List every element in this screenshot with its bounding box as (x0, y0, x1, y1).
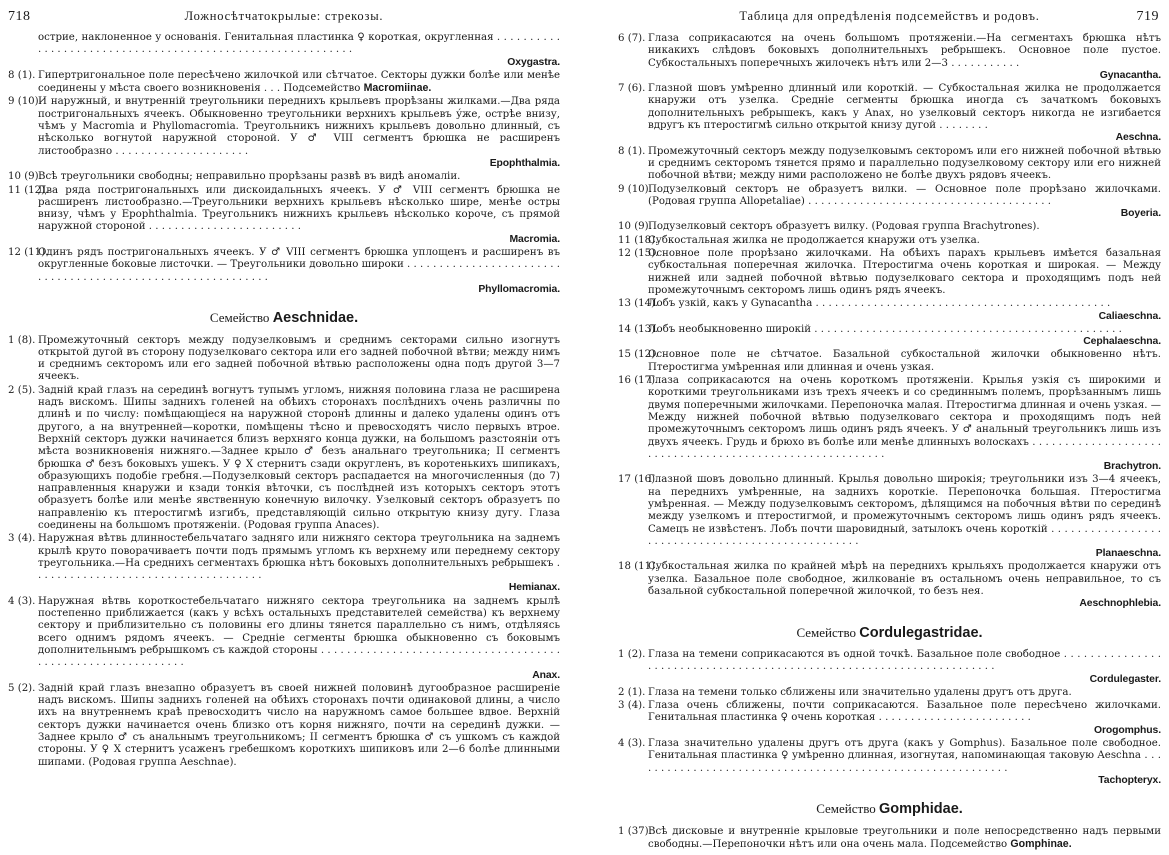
entry-term: Tachopteryx. (1098, 774, 1161, 786)
entry-text: Глаза соприкасаются на очень большомъ протяженіи.—На сегментахъ брюшка нѣтъ никакихъ слѣдовъ боковыхъ дополнительныхъ ребрышекъ. Основное поле пустое. Субкостальныхъ поперечныхъ жилочекъ нѣтъ или 2—3 . . . . . . . . . . . (648, 33, 1161, 69)
entry-term: Brachytron. (1103, 461, 1161, 473)
key-entry (618, 826, 1161, 852)
entry-number: 7 (6). (618, 83, 646, 95)
key-entry (618, 221, 1161, 233)
entry-text: Два ряда постригональныхъ или дискоидальныхъ ячеекъ. У ♂ VIII сегментъ брюшка не расширенъ листообразно.—Треугольники верхнихъ крыльевъ нѣсколько шире, менѣе остры внизу, чѣмъ у Epophthalmia. Треугольникъ нижнихъ крыльевъ нѣсколько короче, съ прямой наружной стороной . . . . . . . . . . . . . . . . . . . . . . . . (38, 184, 560, 233)
entry-number: 12 (15). (618, 248, 659, 260)
key-entry (618, 184, 1161, 221)
left-page (0, 0, 568, 855)
entry-term: Gomphinae. (1010, 837, 1072, 850)
right-running-head (618, 6, 1161, 32)
family-prefix: Семейство (796, 624, 857, 640)
family-name: Cordulegastridae. (859, 624, 983, 641)
key-entry (8, 185, 560, 246)
right-key-entries (618, 33, 1161, 611)
left-running-title: Ложносѣтчатокрылые: стрекозы. (184, 9, 384, 23)
entry-text: Промежуточный секторъ между подузелковымъ и среднимъ секторами сильно изогнутъ открытой дугой въ сторону подузелковаго сектора или его задней побочной вѣтви; между нимъ и среднимъ секторомъ или его задней побочной вѣтвью расположены одна подъ другой 3—7 ячеекъ. (38, 334, 560, 383)
entry-number: 9 (10). (618, 183, 652, 195)
entry-term: Planaeschna. (1095, 548, 1161, 560)
left-key-entries (8, 70, 560, 296)
right-body (618, 33, 1161, 851)
entry-term: Epophthalmia. (489, 157, 560, 169)
entry-number: 10 (9). (8, 171, 42, 183)
family-name: Gomphidae. (879, 801, 963, 818)
left-body (8, 32, 560, 769)
right-page-number: 719 (1136, 9, 1159, 24)
entry-term: Anax. (532, 669, 560, 681)
entry-number: 8 (1). (618, 145, 646, 157)
entry-text: Лобъ узкій, какъ у Gynacantha . . . . . . . . . . . . . . . . . . . . . . . . . . . . . . . . . . . . . . . . . . . . . . (648, 298, 1111, 310)
entry-text: Одинъ рядъ постригональныхъ ячеекъ. У ♂ VIII сегментъ брюшка уплощенъ и расширенъ въ округленные боковые листочки. — Треугольники довольно широки . . . . . . . . . . . . . . . . . . . . . . . . . . . . . . . . . . . . . . . . . . . . . . . . . . . . . . . . . . . . (38, 247, 560, 283)
entry-text: Промежуточный секторъ между подузелковымъ секторомъ или его нижней побочной вѣтвью и среднимъ секторомъ тянется прямо и параллельно подузелковому сектору или его нижней побочной вѣтви; между ними расположено не болѣе двухъ рядовъ ячеекъ. (648, 145, 1161, 182)
key-entry (618, 324, 1161, 349)
entry-term: Macromia. (509, 233, 560, 245)
key-entry (618, 83, 1161, 144)
family-name: Aeschnidae. (272, 310, 359, 327)
left-running-head (8, 6, 560, 32)
continued-entry (8, 32, 560, 69)
entry-term: Macromiinae. (363, 82, 432, 95)
key-entry (618, 298, 1161, 323)
key-entry (618, 738, 1161, 787)
key-entry (618, 349, 1161, 374)
cordulegastridae-key-entries (618, 649, 1161, 787)
entry-number: 2 (1). (618, 686, 646, 698)
entry-term: Gynacantha. (1099, 69, 1161, 81)
entry-number: 16 (17). (618, 375, 659, 387)
family-prefix: Семейство (816, 801, 876, 817)
entry-text: Всѣ треугольники свободны; неправильно прорѣзаны развѣ въ видѣ аномаліи. (38, 171, 461, 183)
right-page (600, 0, 1169, 855)
key-entry (618, 375, 1161, 473)
key-entry (8, 385, 560, 533)
entry-number: 1 (2). (618, 648, 646, 660)
entry-text: Подузелковый секторъ не образуетъ вилки. — Основное поле прорѣзано жилочками. (Родовая группа Allopetaliae) . . . . . . . . . . . . . . . . . . . . . . . . . . . . . . . . . . . . . . (648, 183, 1161, 207)
entry-number: 4 (3). (618, 738, 646, 750)
entry-number: 12 (11). (8, 247, 49, 259)
key-entry (618, 248, 1161, 297)
entry-text: Глаза на темени только сближены или значительно удалены другъ отъ друга. (648, 686, 1072, 698)
entry-number: 5 (2). (8, 682, 36, 694)
entry-number: 3 (4). (618, 700, 646, 712)
entry-term: Orogomphus. (1093, 724, 1161, 736)
entry-term: Cordulegaster. (1089, 673, 1161, 685)
entry-number: 15 (12). (618, 349, 659, 361)
entry-text: Основное поле прорѣзано жилочками. На обѣихъ парахъ крыльевъ имѣется базальная субкостальная поперечная жилочка. Птеростигма очень короткая и широкая. — Между нижней или задней побочной вѣтвью подузелковаго сектора и проходящимъ подъ ней промежуточнымъ секторомъ лишь одинъ рядъ ячеекъ. (648, 248, 1161, 296)
key-entry (8, 171, 560, 183)
gomphidae-key-entries (618, 826, 1161, 852)
entry-text: Наружная вѣтвь длинностебельчатаго задняго или нижняго сектора треугольника на заднемъ крылѣ круто поворачиваетъ почти подъ прямымъ угломъ къ верхнему или переднему сектору треугольника.—На среднихъ сегментахъ брюшка нѣтъ боковыхъ дополнительныхъ ребрышекъ . . . . . . . . . . . . . . . . . . . . . . . . . . . . . . . . . . . . (38, 533, 560, 582)
entry-text: Всѣ дисковые и внутренніе крыловые треугольники и поле непосредственно надъ первыми свободны.—Перепоночки нѣтъ или она очень мала. Подсемейство (648, 825, 1161, 850)
key-entry (618, 561, 1161, 610)
entry-number: 18 (11). (618, 561, 659, 573)
entry-text: Субкостальная жилка не продолжается кнаружи отъ узелка. (648, 234, 980, 246)
entry-term: Phyllomacromia. (478, 283, 560, 295)
entry-number: 9 (10). (8, 96, 42, 108)
family-prefix: Семейство (209, 310, 270, 326)
right-running-title: Таблица для опредѣленія подсемействъ и родовъ. (739, 9, 1040, 23)
entry-text: Субкостальная жилка по крайней мѣрѣ на переднихъ крыльяхъ продолжается кнаружи отъ узелка. Базальное поле свободное, жилкованіе въ остальномъ очень неправильное, то съ базальной субкостальной поперечной жилочкой, то безъ нея. (648, 561, 1161, 598)
key-entry (618, 700, 1161, 737)
entry-text: Задній край глазъ внезапно образуетъ въ своей нижней половинѣ дугообразное расширеніе надъ вискомъ. Шипы заднихъ голеней на обѣихъ сторонахъ почти одинаковой длины, а число ихъ на внутреннемъ краѣ превосходитъ число на наружномъ самое большее вдвое. Верхній секторъ дужки начинается очень близко отъ корня нижняго, почти на серединѣ дужки. — Заднее крыло ♂ съ анальнымъ треугольникомъ; II сегментъ брюшка ♂ съ ушкомъ съ каждой стороны. У ♀ X стернитъ усаженъ гребешкомъ короткихъ шипиковъ или 2—6 болѣе длинными шипами. (Родовая группа Aeschnae). (38, 682, 560, 768)
entry-number: 11 (18). (618, 234, 659, 246)
key-entry (618, 146, 1161, 183)
entry-number: 14 (13). (618, 323, 659, 335)
family-heading-cordulegastridae (618, 624, 1161, 641)
family-heading-aeschnidae (8, 310, 560, 327)
entry-text: Глаза очень сближены, почти соприкасаются. Базальное поле пересѣчено жилочками. Генитальная пластинка ♀ очень короткая . . . . . . . . . . . . . . . . . . . . . . . . (648, 700, 1161, 724)
entry-text: острие, наклоненное у основанія. Генитальная пластинка ♀ короткая, округленная . . . . . . . . . . . . . . . . . . . . . . . . . . . . . . . . . . . . . . . . . . . . . . . . . . . . . . . . . . . (38, 32, 560, 56)
key-entry (8, 70, 560, 96)
entry-number: 13 (14). (618, 298, 659, 310)
entry-number: 11 (12). (8, 184, 49, 196)
entry-text: Гипертригональное поле пересѣчено жилочкой или сѣтчатое. Секторы дужки болѣе или менѣе соединены у мѣста своего возникновенія . . . Подсемейство (38, 69, 560, 95)
entry-text: И наружный, и внутренній треугольники переднихъ крыльевъ прорѣзаны жилками.—Два ряда постригональныхъ ячеекъ. Обыкновенно треугольники верхнихъ крыльевъ ýже, острѣе внизу, чѣмъ у Macromia и Phyllomacromia. Треугольникъ нижнихъ крыльевъ довольно длинный, съ нѣсколько вогнутой наружной стороной. У ♂ VIII сегментъ брюшка не расширенъ листообразно . . . . . . . . . . . . . . . . . . . . . (38, 96, 560, 157)
entry-term: Cephalaeschna. (1083, 336, 1161, 348)
entry-text: Лобъ необыкновенно широкій . . . . . . . . . . . . . . . . . . . . . . . . . . . . . . . . . . . . . . . . . . . . . . . . (648, 323, 1122, 335)
key-entry (618, 235, 1161, 247)
key-entry (8, 247, 560, 296)
entry-term: Oxygastra. (507, 56, 560, 68)
entry-term: Boyeria. (1120, 208, 1161, 220)
entry-text: Подузелковый секторъ образуетъ вилку. (Родовая группа Brachytrones). (648, 221, 1040, 233)
entry-number: 3 (4). (8, 533, 36, 545)
key-entry (8, 683, 560, 769)
key-entry (618, 649, 1161, 686)
entry-term: Aeschna. (1115, 132, 1161, 144)
entry-text: Глаза на темени соприкасаются въ одной точкѣ. Базальное поле свободное . . . . . . . . . . . . . . . . . . . . . . . . . . . . . . . . . . . . . . . . . . . . . . . . . . . . . . . . . . . . . . . . . . . . . (648, 648, 1161, 673)
key-entry (618, 33, 1161, 82)
key-entry (618, 474, 1161, 560)
entry-number: 1 (37). (618, 825, 652, 837)
entry-text: Глазной шовъ довольно длинный. Крылья довольно широкія; треугольники изъ 3—4 ячеекъ, на переднихъ умѣренные, на заднихъ короткіе. Перепоночка большая. Птеростигма умѣренная. — Между подузелковымъ секторомъ, дѣлящимся на побочныя вѣтви по серединѣ между узелкомъ и птеростигмой, и промежуточнымъ секторомъ лишь одинъ рядъ ячеекъ. Самецъ не извѣстенъ. Лобъ почти шаровидный, затылокъ очень короткій . . . . . . . . . . . . . . . . . . . . . . . . . . . . . . . . . . . . . . . . . . . . . . . . . . (648, 474, 1161, 547)
key-entry (8, 533, 560, 594)
entry-text: Основное поле не сѣтчатое. Базальной субкостальной жилочки обыкновенно нѣтъ. Птеростигма умѣренная или длинная и очень узкая. (648, 349, 1161, 373)
entry-term: Aeschnophlebia. (1079, 598, 1161, 610)
family-heading-gomphidae (618, 801, 1161, 818)
entry-text: Наружная вѣтвь короткостебельчатаго нижняго сектора треугольника на заднемъ крылѣ постепенно приближается (какъ у всѣхъ остальныхъ представителей семейства) къ верхнему сектору и приблизительно съ половины его длины тянется параллельно съ нимъ, отдѣляясь всего однимъ рядомъ ячеекъ. — Средніе сегменты брюшка обыкновенно съ боковымъ дополнительнымъ ребрышкомъ съ каждой стороны . . . . . . . . . . . . . . . . . . . . . . . . . . . . . . . . . . . . . . . . . . . . . . . . . . . . . . . . . . . . (38, 595, 560, 669)
entry-text: Глазной шовъ умѣренно длинный или короткій. — Субкостальная жилка не продолжается кнаружи отъ узелка. Средніе сегменты брюшка иногда съ зачаткомъ боковыхъ дополнительныхъ ребрышекъ, какъ у Anax, но узелковый секторъ никогда не изгибается вдругъ къ птеростигмѣ сильно открытой книзу дугой . . . . . . . . (648, 83, 1161, 132)
entry-text: Задній край глазъ на серединѣ вогнутъ тупымъ угломъ, нижняя половина глаза не расширена надъ вискомъ. Шипы заднихъ голеней на обѣихъ сторонахъ послѣднихъ очень различны по длинѣ и по числу: помѣщающіеся на наружной сторонѣ длинны и далеко удалены одинъ отъ другого, а на внутренней—коротки, помѣщены тѣсно и превосходятъ число первыхъ втрое. Верхній секторъ дужки начинается близъ верхняго конца дужки, на большомъ разстояніи отъ мѣста возникновенія нижняго.—Заднее крыло ♂ безъ анальнаго треугольника; II сегментъ брюшка ♂ безъ боковыхъ ушекъ. У ♀ X стернитъ сзади округленъ, въ коротенькихъ шипикахъ, образующихъ подобіе гребня.—Подузелковый секторъ распадается на многочисленныя (до 7) направленныя кнаружи и кзади тонкія вѣточки, съ послѣдней изъ которыхъ секторъ этотъ образуетъ болѣе или менѣе явственную конечную вилочку. Узелковый секторъ образуетъ по направленію къ птеростигмѣ изгибъ, представляющій сильно открытую книзу дугу. Глаза соединены на большомъ протяженіи. (Родовая группа Anaces). (38, 384, 560, 531)
key-entry (8, 335, 560, 384)
left-page-number: 718 (8, 9, 31, 24)
entry-number: 10 (9). (618, 221, 652, 233)
entry-number: 6 (7). (618, 33, 646, 44)
key-entry (8, 596, 560, 682)
entry-number: 8 (1). (8, 69, 36, 81)
key-entry (618, 687, 1161, 699)
entry-number: 17 (16). (618, 474, 659, 486)
entry-term: Caliaeschna. (1098, 310, 1161, 322)
aeschnidae-key-entries (8, 335, 560, 769)
entry-number: 2 (5). (8, 384, 36, 396)
entry-number: 4 (3). (8, 595, 36, 607)
key-entry (8, 96, 560, 170)
entry-text: Глаза значительно удалены другъ отъ друга (какъ у Gomphus). Базальное поле свободное. Генитальная пластинка ♀ умѣренно длинная, изогнутая, напоминающая таковую Aeschna . . . . . . . . . . . . . . . . . . . . . . . . . . . . . . . . . . . . . . . . . . . . . . . . . . . . . . . . . . . (648, 738, 1161, 774)
entry-term: Hemianax. (508, 582, 560, 594)
entry-number: 1 (8). (8, 334, 36, 346)
entry-text: Глаза соприкасаются на очень короткомъ протяженіи. Крылья узкія съ широкими и короткими треугольниками изъ трехъ ячеекъ и со срединнымъ полемъ, прорѣзаннымъ лишь двумя поперечными жилочками. Перепоночка малая. Птеростигма длинная и очень узкая. — Между нижней побочной вѣтвью подузелковаго сектора и проходящимъ подъ ней промежуточнымъ секторомъ лишь одинъ рядъ ячеекъ. У ♂ анальный треугольникъ лишь изъ двухъ ячеекъ. Грудь и брюхо въ болѣе или менѣе длинныхъ волоскахъ . . . . . . . . . . . . . . . . . . . . . . . . . . . . . . . . . . . . . . . . . . . . . . . . . . . . . . . . . (648, 375, 1161, 460)
